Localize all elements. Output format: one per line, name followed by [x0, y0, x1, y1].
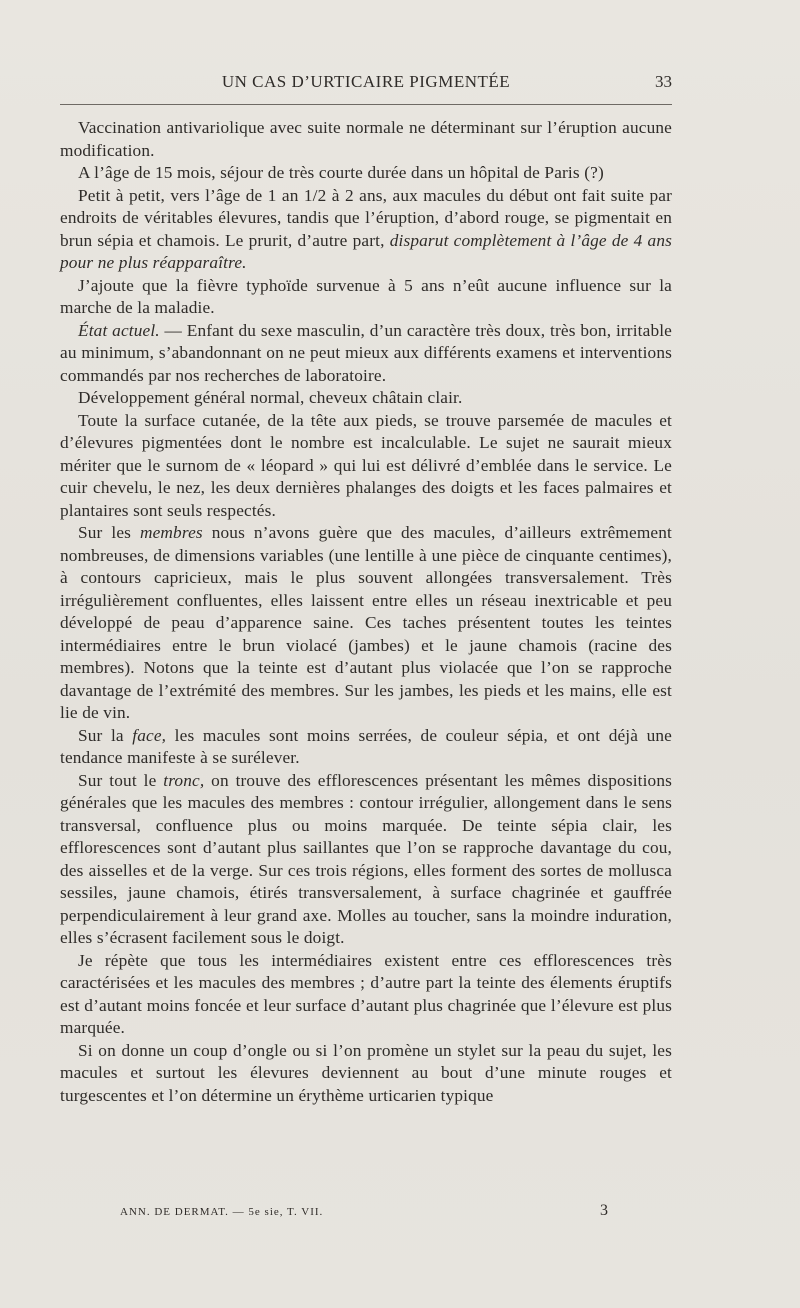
body-paragraph	[60, 275, 672, 320]
paragraph-text: — Enfant du sexe masculin, d’un caractère très doux, très bon, irritable au minimum, s’abandonnant on ne peut mieux aux différents examens et interventions commandés par nos recherches de laboratoire.	[60, 320, 673, 385]
paragraph-text: J’ajoute que la fièvre typhoïde survenue à 5 ans n’eût aucune influence sur la marche de la maladie.	[60, 275, 672, 317]
signature-mark: 3	[600, 1202, 608, 1219]
italic-text: tronc,	[163, 770, 205, 790]
paragraph-text: nous n’avons guère que des macules, d’ailleurs extrêmement nombreuses, de dimensions variables (une lentille à une pièce de cinquante centimes), à contours capricieux, mais le plus souvent allongées transversalement. Très irrégulièrement confluentes, elles laissent entre elles un réseau inextricable et peu développé de peau d’apparence saine. Ces taches présentent toutes les teintes intermédiaires entre le brun violacé (jambes) et le jaune chamois (racine des membres). Notons que la teinte est d’autant plus violacée que l’on se rapproche davantage de l’extrémité des membres. Sur les jambes, les pieds et les mains, elle est lie de vin.	[60, 523, 672, 722]
page-footer	[60, 1200, 672, 1224]
body-paragraph	[60, 387, 672, 410]
italic-text: État actuel.	[78, 320, 160, 340]
body-paragraph	[60, 117, 672, 162]
italic-text: disparut complètement à l’âge de 4 ans pour ne plus réapparaître.	[60, 230, 672, 272]
body-paragraph	[60, 950, 672, 1040]
body-paragraph	[60, 185, 672, 275]
body-paragraph	[60, 522, 672, 725]
paragraph-text: Je répète que tous les intermédiaires existent entre ces efflorescences très caractérisées et les macules des membres ; d’autre part la teinte des élements éruptifs est d’autant moins foncée et leur surface d’autant plus chagrinée que l’élevure est plus marquée.	[60, 950, 672, 1037]
body-paragraph	[60, 410, 672, 523]
body-paragraph	[60, 320, 672, 388]
paragraph-text: les macules sont moins serrées, de couleur sépia, et ont déjà une tendance manifeste à se surélever.	[60, 725, 673, 767]
paragraph-text: Si on donne un coup d’ongle ou si l’on promène un stylet sur la peau du sujet, les macules et surtout les élevures deviennent au bout d’une minute rouges et turgescentes et l’on détermine un érythème urticarien typique	[60, 1040, 672, 1105]
italic-text: face,	[132, 725, 167, 745]
italic-text: membres	[139, 523, 203, 542]
running-header	[60, 70, 672, 94]
paragraph-text: A l’âge de 15 mois, séjour de très courte durée dans un hôpital de Paris (?)	[78, 163, 604, 182]
paragraph-text: on trouve des efflorescences présentant les mêmes dispositions générales que les macules des membres : contour irrégulier, allongement dans le sens transversal, confluence plus ou moins marquée. De teinte sépia clair, les efflorescences sont d’autant plus saillantes que l’on se rapproche davantage du cou, des aisselles et de la verge. Sur ces trois régions, elles forment des sortes de mollusca sessiles, jaune chamois, étirés transversalement, à surface chagrinée et gauffrée perpendiculairement à leur grand axe. Molles au toucher, sans la moindre induration, elles s’écrasent facilement sous le doigt.	[60, 770, 673, 947]
paragraph-text: Sur la	[78, 725, 133, 745]
paragraph-text: Sur les	[78, 523, 140, 542]
body-paragraph	[60, 770, 672, 950]
paragraph-text: Toute la surface cutanée, de la tête aux pieds, se trouve parsemée de macules et d’élevures pigmentées dont le nombre est incalculable. Le sujet ne saurait mieux mériter que le surnom de « léopard » qui lui est délivré d’emblée dans le service. Le cuir chevelu, le nez, les deux dernières phalanges des doigts et les faces palmaires et plantaires sont seuls respectés.	[60, 410, 672, 520]
paragraph-text: Sur tout le	[78, 770, 164, 790]
paragraph-text: Développement général normal, cheveux châtain clair.	[78, 388, 463, 407]
paragraph-text: Vaccination antivariolique avec suite normale ne déterminant sur l’éruption aucune modification.	[60, 118, 672, 160]
body-paragraph	[60, 1040, 672, 1108]
running-title: UN CAS D’URTICAIRE PIGMENTÉE	[221, 72, 511, 91]
body-text	[60, 117, 672, 1107]
body-paragraph	[60, 725, 672, 770]
paragraph-text: Petit à petit, vers l’âge de 1 an 1/2 à 2 ans, aux macules du début ont fait suite par endroits de véritables élevures, tandis que l’éruption, d’abord rouge, se pigmentait en brun sépia et chamois. Le prurit, d’autre part,	[60, 185, 672, 250]
printer-signature: ANN. DE DERMAT. — 5e sie, T. VII.	[120, 1206, 324, 1218]
header-rule	[60, 104, 672, 105]
page-number: 33	[655, 72, 672, 91]
body-paragraph	[60, 162, 672, 185]
